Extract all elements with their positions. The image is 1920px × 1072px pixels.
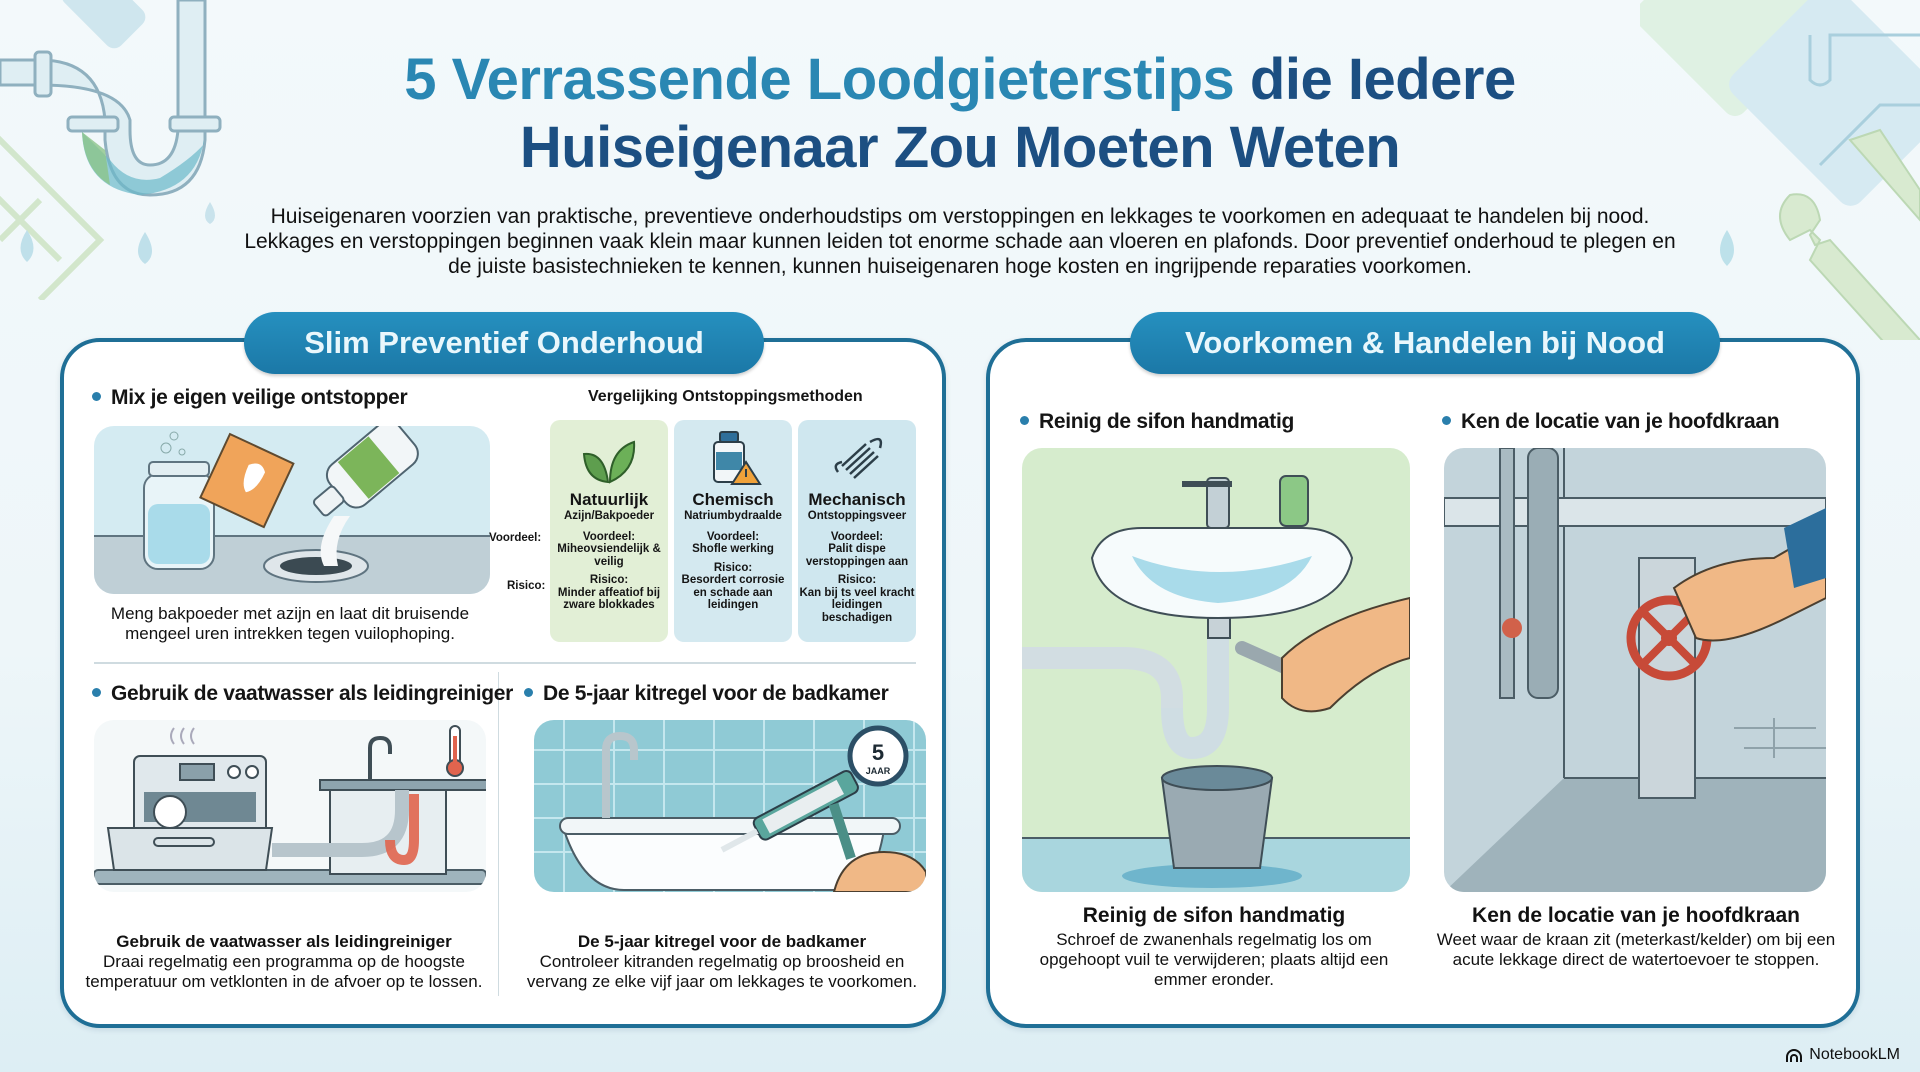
tip-heading-sealant-rule: De 5-jaar kitregel voor de badkamer <box>524 682 889 706</box>
advantage-label: Voordeel: <box>830 530 884 543</box>
tip-heading-clean-trap: Reinig de sifon handmatig <box>1020 410 1294 434</box>
comparison-column-chemical <box>674 420 792 642</box>
advantage-text: Miheovsiendelijk & veilig <box>557 543 661 568</box>
bullet-icon <box>1020 416 1029 425</box>
bullet-icon <box>1442 416 1451 425</box>
caption-text: Controleer kitranden regelmatig op broosheid en vervang ze elke vijf jaar om lekkages te voorkomen. <box>526 952 918 991</box>
column-sub: Natriumbydraalde <box>684 510 782 522</box>
risk-label: Risico: <box>713 561 753 574</box>
leaf-icon <box>580 436 638 486</box>
title-highlight: 5 Verrassende Loodgieterstips <box>404 47 1235 112</box>
title-line2: Huiseigenaar Zou Moeten Weten <box>519 115 1401 180</box>
illustration-dishwasher <box>94 720 486 892</box>
caption-title: Reinig de sifon handmatig <box>1082 904 1346 927</box>
caption-title: Gebruik de vaatwasser als leidingreiniger <box>116 932 452 951</box>
advantage-text: Palit dispe verstoppingen aan <box>805 543 909 568</box>
advantage-label: Voordeel: <box>706 530 760 543</box>
intro-paragraph: Huiseigenaren voorzien van praktische, preventieve onderhoudstips om verstoppingen en lekkages te voorkomen en adequaat te handelen bij nood. Lekkages en verstoppingen beginnen vaak klein maar kunnen leiden tot enorme schade aan vloeren en plafonds. Door preventief onderhoud te plegen en de juiste basistechnieken te kennen, kunnen huiseigenaren hoge kosten en ingrijpende reparaties voorkomen. <box>244 205 1676 278</box>
illustration-bathtub-sealant <box>534 720 926 892</box>
advantage-text: Shofle werking <box>692 543 774 555</box>
caption-title: De 5-jaar kitregel voor de badkamer <box>577 932 867 951</box>
chemical-bottle-warning-icon <box>704 428 764 488</box>
page-title <box>0 46 1920 182</box>
faucet-icon <box>1182 478 1232 528</box>
tip-heading-main-valve: Ken de locatie van je hoofdkraan <box>1442 410 1779 434</box>
column-name: Natuurlijk <box>569 490 649 509</box>
row-label-advantage: Voordeel: <box>489 532 542 544</box>
column-name: Mechanisch <box>808 490 906 509</box>
notebooklm-brand <box>1785 1046 1900 1064</box>
risk-label: Risico: <box>837 574 877 586</box>
tip-caption-sealant-rule <box>510 932 934 992</box>
water-drop-icon <box>12 228 42 268</box>
vinegar-bottle-icon <box>302 426 424 529</box>
advantage-label: Voordeel: <box>582 530 636 543</box>
section-title-pill: Voorkomen & Handelen bij Nood <box>1130 312 1720 374</box>
spring-icon <box>830 432 886 484</box>
tip-heading-diy-unclogger: Mix je eigen veilige ontstopper <box>92 386 407 410</box>
illustration-main-valve <box>1444 448 1826 892</box>
section-title-pill: Slim Preventief Onderhoud <box>244 312 764 374</box>
risk-text: Kan bij ts veel kracht leidingen beschadigen <box>799 586 915 624</box>
risk-label: Risico: <box>589 574 629 586</box>
risk-text: Minder affeatiof bij zware blokkades <box>557 586 661 611</box>
caption-title: Ken de locatie van je hoofdkraan <box>1472 904 1800 927</box>
tip-caption-main-valve <box>1436 902 1836 970</box>
tip-caption-diy-unclogger: Meng bakpoeder met azijn en laat dit bruisende mengeel uren intrekken tegen vuilophoping. <box>110 604 470 643</box>
column-name: Chemisch <box>692 490 774 509</box>
illustration-sink-trap <box>1022 448 1410 892</box>
thermometer-icon <box>447 726 463 776</box>
comparison-column-mechanical <box>798 420 916 642</box>
bullet-icon <box>524 688 533 697</box>
caption-text: Weet waar de kraan zit (meterkast/kelder) om bij een acute lekkage direct de watertoevoer te stoppen. <box>1436 930 1836 969</box>
column-sub: Azijn/Bakpoeder <box>563 510 655 522</box>
bucket-icon <box>1162 766 1272 868</box>
tip-caption-clean-trap <box>1014 902 1414 990</box>
bullet-icon <box>92 392 101 401</box>
section-divider <box>94 662 916 664</box>
tip-heading-dishwasher: Gebruik de vaatwasser als leidingreiniger <box>92 682 513 706</box>
notebooklm-logo-icon <box>1785 1048 1803 1062</box>
caption-text: Schroef de zwanenhals regelmatig los om opgehoopt vuil te verwijderen; plaats altijd een emmer eronder. <box>1039 930 1389 989</box>
five-year-clock-icon <box>850 728 906 784</box>
column-sub: Ontstoppingsveer <box>807 510 907 522</box>
illustration-diy-unclogger <box>94 426 490 594</box>
row-label-risk: Risico: <box>507 580 546 592</box>
tip-caption-dishwasher <box>74 932 494 992</box>
brand-label: NotebookLM <box>1809 1046 1900 1063</box>
column-divider <box>498 672 499 996</box>
svg-text:JAAR: JAAR <box>865 766 891 776</box>
comparison-column-natural <box>550 420 668 642</box>
preventive-maintenance-panel <box>60 325 946 1028</box>
risk-text: Besordert corrosie en schade aan leidingen <box>681 574 785 611</box>
water-drop-icon <box>1712 228 1742 272</box>
emergency-panel <box>986 325 1860 1028</box>
svg-text:5: 5 <box>871 740 885 765</box>
jar-icon <box>144 432 214 569</box>
comparison-title: Vergelijking Ontstoppingsmethoden <box>588 388 863 405</box>
title-rest: die Iedere <box>1249 47 1516 112</box>
caption-text: Draai regelmatig een programma op de hoogste temperatuur om vetklonten in de afvoer op te lossen. <box>85 952 483 991</box>
bullet-icon <box>92 688 101 697</box>
